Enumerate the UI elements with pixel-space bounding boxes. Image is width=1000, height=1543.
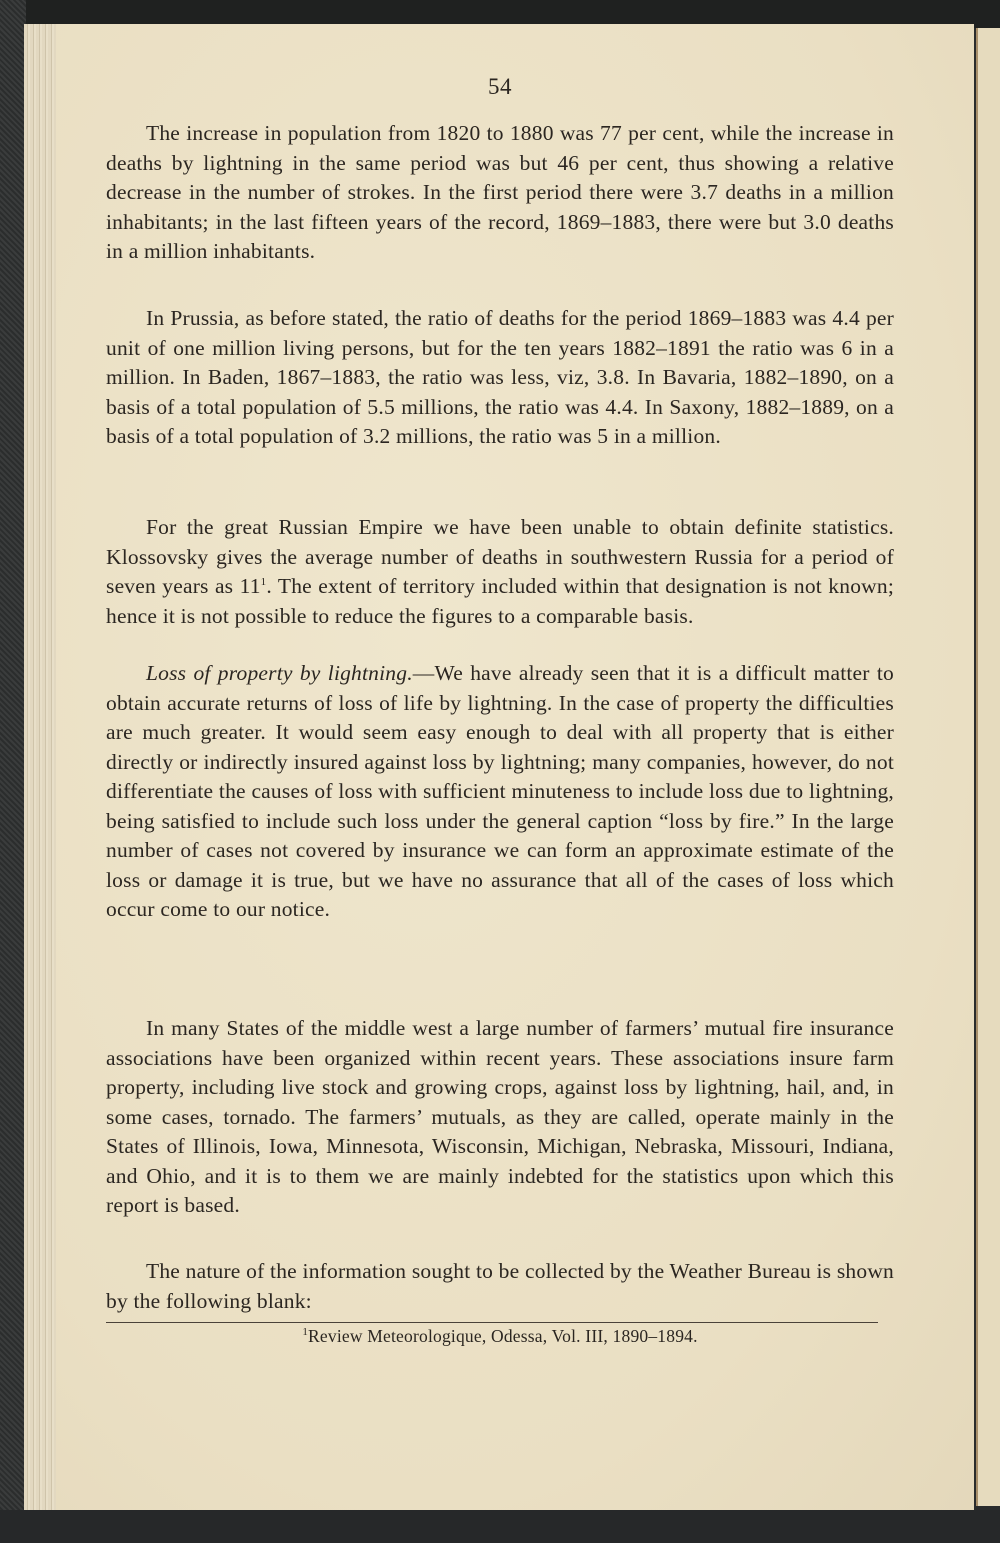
adjacent-page-edge bbox=[978, 28, 1000, 1506]
paragraph-prussia: In Prussia, as before stated, the ratio of deaths for the period 1869–1883 was 4.4 per unit of one million living persons, but for the ten years 1882–1891 the ratio was 6 in a million. In Baden, 1867–1883, the ratio was less, viz, 3.8. In Bavaria, 1882–1890, on a basis of a total population of 5.5 millions, the ratio was 4.4. In Saxony, 1882–1889, on a basis of a total population of 3.2 millions, the ratio was 5 in a million. bbox=[106, 306, 894, 448]
paragraph-loss-of-property bbox=[106, 659, 894, 925]
page-number: 54 bbox=[488, 74, 512, 99]
paragraph-text: For the great Russian Empire we have been unable to obtain definite statistics. Klossovsky gives the average number of deaths in southwestern Russia for a period of seven years as 11 bbox=[106, 515, 894, 598]
section-heading: Loss of property by lightning. bbox=[146, 661, 413, 685]
book-cover-left bbox=[0, 0, 26, 1543]
book-cover-bottom bbox=[0, 1510, 1000, 1543]
paragraph-population-increase: The increase in population from 1820 to 1880 was 77 per cent, while the increase in deaths by lightning in the same period was but 46 per cent, thus showing a relative decrease in the number of strokes. In the first period there were 3.7 deaths in a million inhabitants; in the last fifteen years of the record, 1869–1883, there were but 3.0 deaths in a million inhabitants. bbox=[106, 121, 894, 263]
paragraph-farmers-mutuals: In many States of the middle west a large number of farmers’ mutual fire insurance associations have been organized within recent years. These associations insure farm property, including live stock and growing crops, against loss by lightning, hail, and, in some cases, tornado. The farmers’ mutuals, as they are called, operate mainly in the States of Illinois, Iowa, Minnesota, Wisconsin, Michigan, Nebraska, Missouri, Indiana, and Ohio, and it is to them we are mainly indebted for the statistics upon which this report is based. bbox=[106, 1016, 894, 1217]
footnote-text: Review Meteorologique, Odessa, Vol. III, 1890–1894. bbox=[308, 1326, 698, 1346]
footnote-reference: 1 bbox=[260, 575, 267, 588]
paragraph-text: —We have already seen that it is a difficult matter to obtain accurate returns of loss of life by lightning. In the case of property the difficulties are much greater. It would seem easy enough to deal with all property that is either directly or indirectly insured against loss by lightning; many companies, however, do not differentiate the causes of loss with sufficient minuteness to include loss due to lightning, being satisfied to include such loss under the general caption “loss by fire.” In the large number of cases not covered by insurance we can form an approximate estimate of the loss or damage it is true, but we have no assurance that all of the cases of loss which occur come to our notice. bbox=[106, 661, 894, 921]
footnote bbox=[106, 1324, 894, 1348]
page-edges bbox=[24, 24, 60, 1510]
paragraph-russian-empire bbox=[106, 513, 894, 631]
footnote-marker: 1 bbox=[302, 1326, 309, 1339]
paragraph-weather-bureau-blank: The nature of the information sought to be collected by the Weather Bureau is shown by the following blank: bbox=[106, 1259, 894, 1313]
footnote-divider bbox=[106, 1322, 878, 1323]
paragraph-text: . The extent of territory included within that designation is not known; hence it is not possible to reduce the figures to a comparable basis. bbox=[106, 574, 894, 628]
